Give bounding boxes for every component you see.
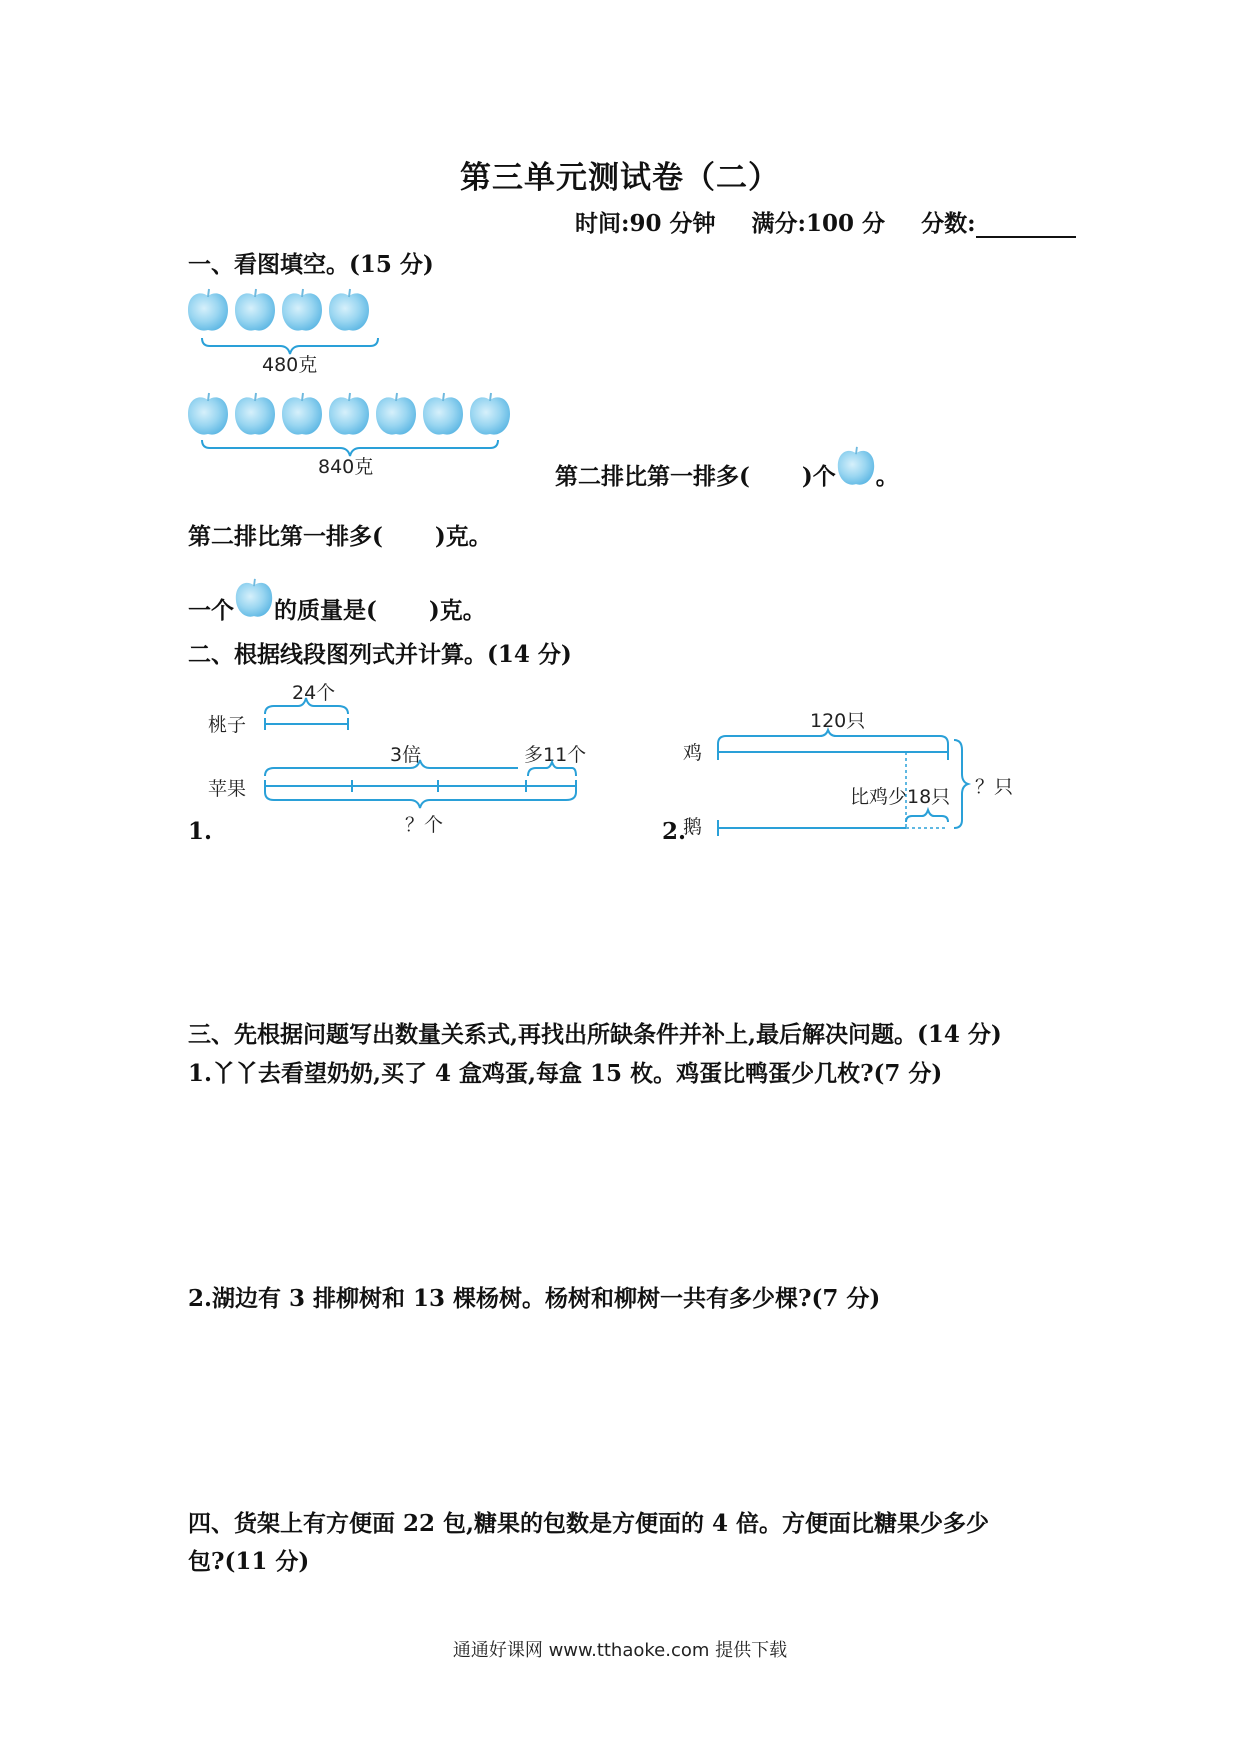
chicken-count-label: 120只 [810,710,866,732]
more-label: 多11个 [524,744,587,766]
q1-pre-text: 第二排比第一排多( [555,463,750,490]
segment-diagram-2 [710,730,970,840]
apple-icon [470,393,510,435]
question-count-label: ？个 [405,814,444,836]
apple-row-2 [186,390,516,440]
total-question-label: ？只 [975,776,1014,798]
section4-question-line-2: 包?(11 分) [188,1548,310,1575]
peach-count-label: 24个 [292,682,336,704]
section4-question-line-1: 四、货架上有方便面 22 包,糖果的包数是方便面的 4 倍。方便面比糖果少多少 [188,1510,990,1537]
score-label: 分数: [921,210,976,237]
q3-mid-text: 的质量是( [274,597,377,624]
apple-icon [282,289,322,331]
apple-icon [329,393,369,435]
apple-row-1 [186,286,386,336]
row2-weight-label: 840克 [318,456,374,478]
apple-icon [329,289,369,331]
diagram-1-number: 1. [188,818,213,845]
full-score-label: 满分:100 分 [751,210,886,237]
section3-heading: 三、先根据问题写出数量关系式,再找出所缺条件并补上,最后解决问题。(14 分) [188,1021,1002,1048]
q2-post-text: )克。 [434,523,492,550]
row1-weight-label: 480克 [262,354,318,376]
question-1-3 [188,590,486,634]
apple-icon [188,393,228,435]
apple-icon [376,393,416,435]
apple-icon [234,576,274,620]
section3-question-2: 2.湖边有 3 排柳树和 13 棵杨树。杨树和柳树一共有多少棵?(7 分) [188,1285,881,1312]
footer-credit: 通通好课网 www.tthaoke.com 提供下载 [452,1640,788,1661]
apple-icon [235,289,275,331]
times-label: 3倍 [390,744,422,766]
section3-question-1: 1.丫丫去看望奶奶,买了 4 盒鸡蛋,每盒 15 枚。鸡蛋比鸭蛋少几枚?(7 分) [188,1060,943,1087]
apple-icon [836,444,876,488]
q3-pre-text: 一个 [188,597,234,624]
apple-icon [282,393,322,435]
chicken-label: 鸡 [683,742,703,764]
less-label: 比鸡少18只 [850,786,951,808]
q3-post-text: )克。 [428,597,486,624]
peach-label: 桃子 [208,714,247,736]
apple-icon [188,289,228,331]
section1-heading: 一、看图填空。(15 分) [188,251,434,278]
question-1-2 [188,518,492,551]
goose-label: 鹅 [683,816,703,838]
time-label: 时间:90 分钟 [575,210,716,237]
diagram-2-number: 2. [662,818,687,845]
section2-heading: 二、根据线段图列式并计算。(14 分) [188,641,572,668]
question-1-1 [555,456,899,500]
exam-meta [575,205,1076,238]
q1-end-text: 。 [875,463,899,490]
score-blank[interactable] [976,214,1076,238]
segment-diagram-1 [260,690,590,820]
apple-label: 苹果 [208,778,247,800]
q1-post-text: )个 [801,463,836,490]
page-title: 第三单元测试卷（二） [460,160,780,196]
q2-pre-text: 第二排比第一排多( [188,523,383,550]
apple-icon [235,393,275,435]
apple-icon [423,393,463,435]
